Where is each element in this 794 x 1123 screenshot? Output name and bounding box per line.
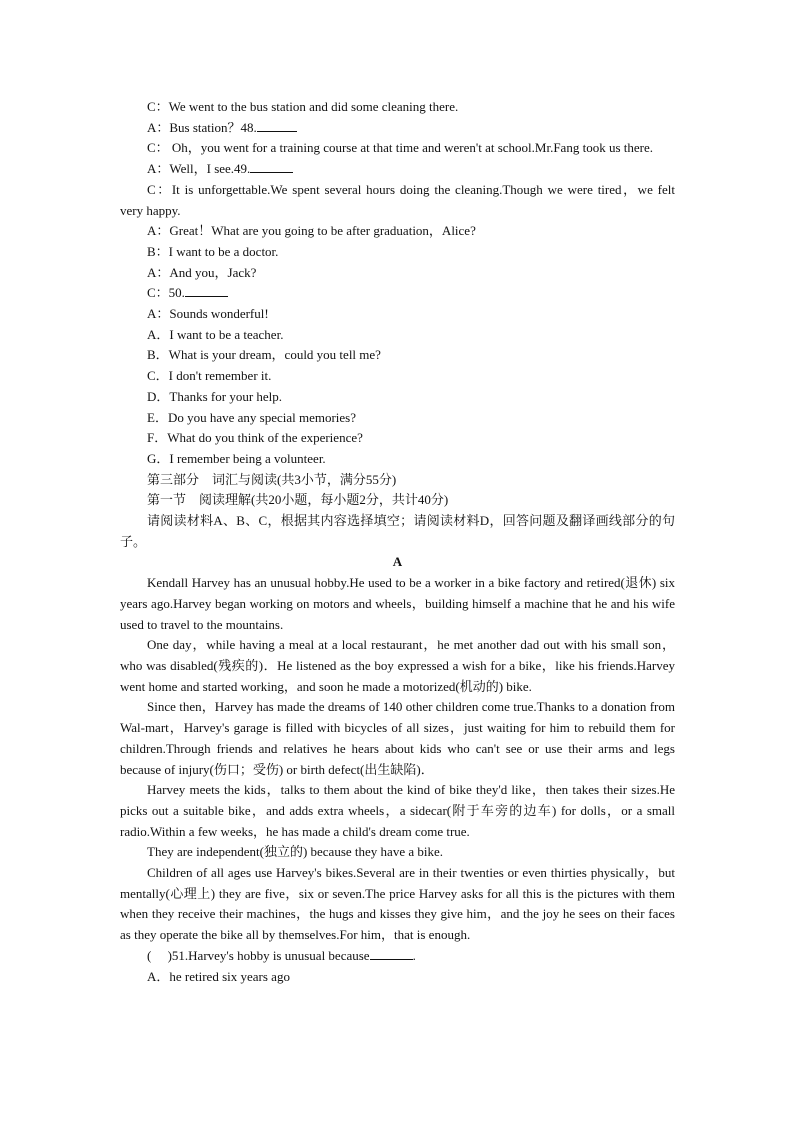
option-line: F．What do you think of the experience?: [147, 430, 363, 446]
dialogue-line: A：Great！What are you going to be after graduation，Alice?: [147, 223, 476, 239]
passage-paragraph: They are independent(独立的) because they have a bike.: [147, 844, 443, 860]
passage-paragraph: Since then，Harvey has made the dreams of 140 other children come true.Thanks to a donation from Wal-mart，Harvey's garage is filled with bicycles of all sizes，just waiting for him to rebuild them for children.Through friends and relatives he hears about kids who can't see or use their arms and legs because of injury(伤口；受伤) or birth defect(出生缺陷)．: [120, 699, 675, 777]
dialogue-line: C： Oh，you went for a training course at that time and weren't at school.Mr.Fang took us there.: [147, 140, 653, 156]
dialogue-line: A：And you，Jack?: [147, 264, 257, 280]
option-line: C．I don't remember it.: [147, 368, 272, 384]
dialogue-line: A：Well，I see.49.: [120, 159, 675, 180]
option-line: E．Do you have any special memories?: [147, 409, 357, 425]
answer-blank: [370, 946, 413, 960]
question-option: A．he retired six years ago: [147, 968, 290, 984]
instructions: 请阅读材料A、B、C，根据其内容选择填空；请阅读材料D，回答问题及翻译画线部分的句子。: [120, 513, 675, 549]
passage-paragraph: Kendall Harvey has an unusual hobby.He used to be a worker in a bike factory and retired(退休) six years ago.Harvey began working on motors and wheels，building himself a machine that he and his wife used to travel to the mountains.: [120, 575, 675, 632]
dialogue-line: C：It is unforgettable.We spent several hours doing the cleaning.Though we were tired，we felt very happy.: [120, 181, 675, 218]
subsection-heading: 第一节 阅读理解(共20小题，每小题2分，共计40分): [147, 492, 449, 508]
option-line: B．What is your dream，could you tell me?: [147, 347, 381, 363]
dialogue-line: A：Bus station？48.: [120, 118, 675, 139]
text-column: [120, 97, 675, 987]
dialogue-line: C：We went to the bus station and did some cleaning there.: [147, 99, 459, 114]
passage-paragraph: One day，while having a meal at a local restaurant，he met another dad out with his small son，who was disabled(残疾的)．He listened as the boy expressed a wish for a bike，like his friends.Harvey went home and started working，and soon he made a motorized(机动的) bike.: [120, 637, 675, 694]
question-stem: ( )51.Harvey's hobby is unusual because .: [147, 947, 416, 963]
dialogue-line: B：I want to be a doctor.: [147, 243, 279, 259]
passage-title: A: [392, 554, 403, 570]
answer-blank: [185, 283, 228, 297]
part-heading: 第三部分 词汇与阅读(共3小节，满分55分): [147, 471, 397, 487]
option-line: D．Thanks for your help.: [147, 388, 283, 404]
answer-blank: [257, 118, 297, 132]
dialogue-line: A：Sounds wonderful!: [147, 306, 269, 322]
option-line: G．I remember being a volunteer.: [147, 450, 326, 466]
option-line: A．I want to be a teacher.: [147, 326, 284, 342]
answer-blank: [250, 159, 293, 173]
passage-paragraph: Harvey meets the kids，talks to them about the kind of bike they'd like，then takes their sizes.He picks out a suitable bike，and adds extra wheels，a sidecar(附于车旁的边车) for dolls，or a small radio.Within a few weeks，he has made a child's dream come true.: [120, 782, 675, 839]
dialogue-line: C：50.: [120, 283, 675, 304]
passage-paragraph: Children of all ages use Harvey's bikes.Several are in their twenties or even thirties physically，but mentally(心理上) they are five，six or seven.The price Harvey asks for all this is the pictures with them when they receive their machines，the hugs and kisses they give him，and the joy he sees on their faces as they operate the bike all by themselves.For him，that is enough.: [120, 865, 675, 943]
